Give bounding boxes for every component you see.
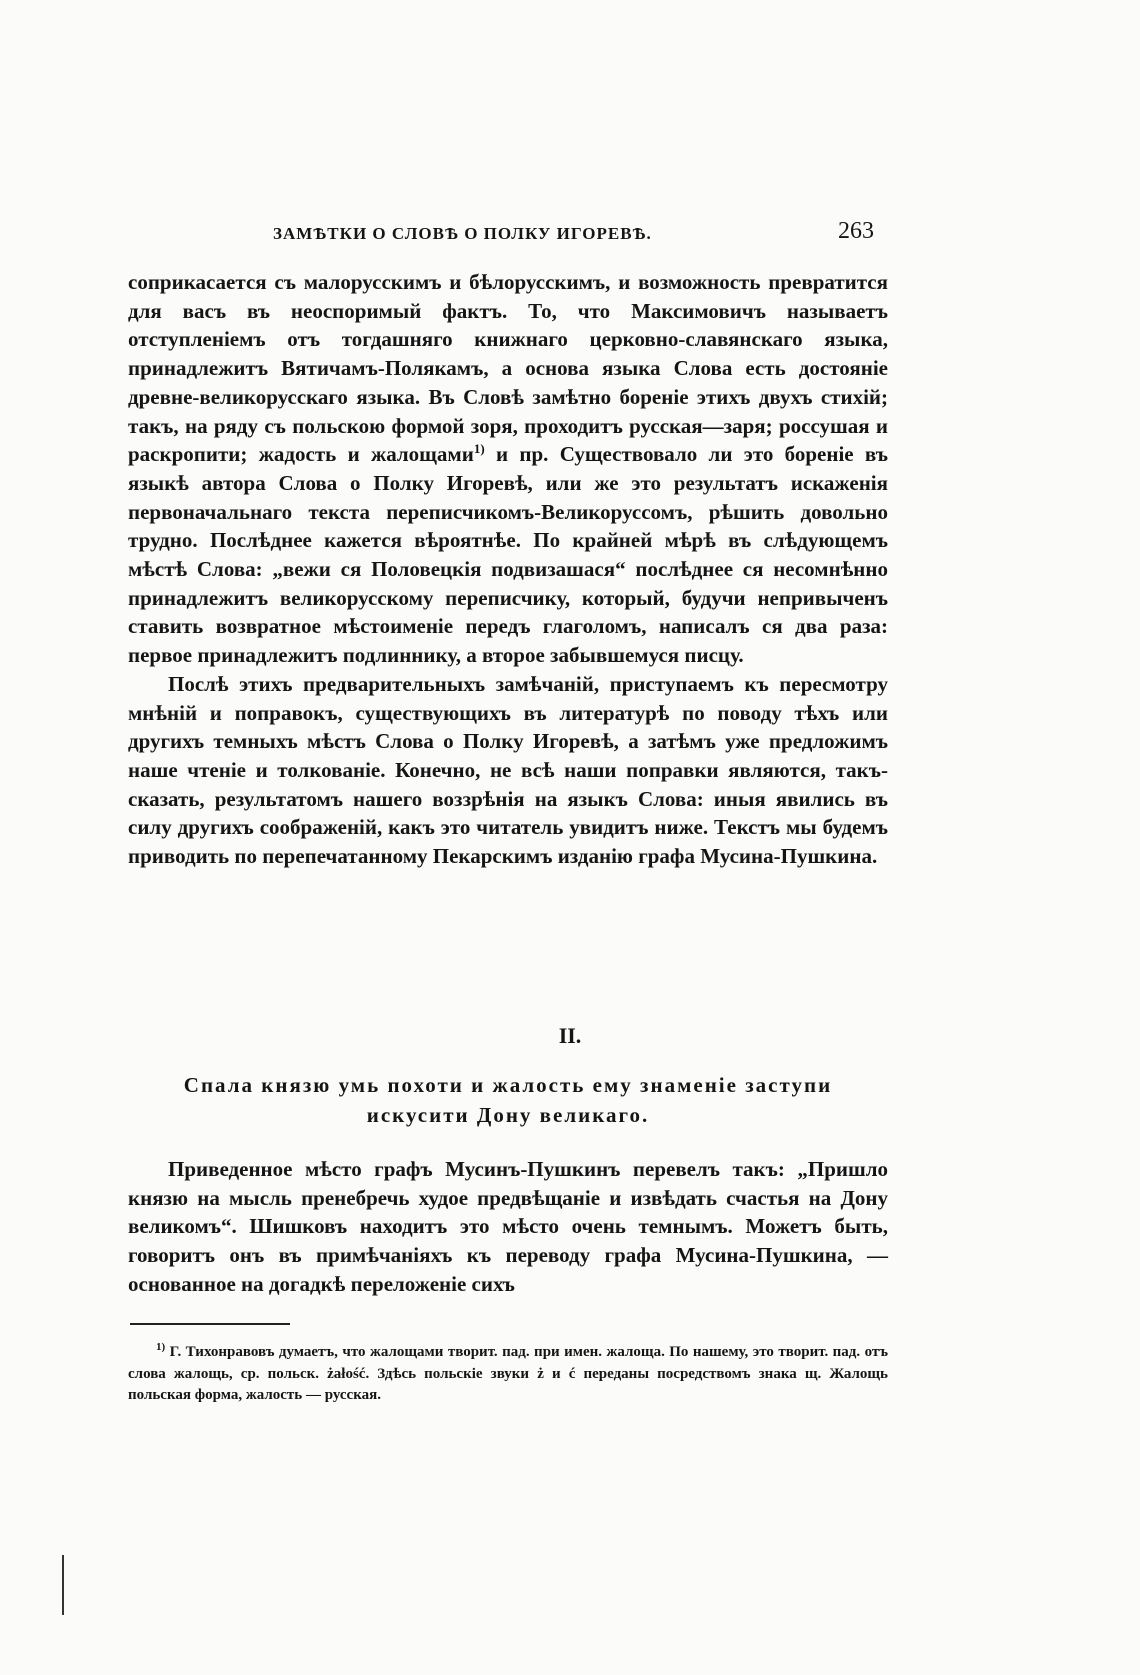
section-number: II. — [558, 1023, 582, 1048]
footnote — [128, 1342, 888, 1407]
paragraph: Приведенное мѣсто графъ Мусинъ-Пушкинъ перевелъ такъ: „Пришло князю на мысль пренебречь худое предвѣщаніе и извѣдать счастья на Дону великомъ“. Шишковъ находитъ это мѣсто очень темнымъ. Можетъ быть, говоритъ онъ въ примѣчаніяхъ къ переводу графа Мусина-Пушкина, — основанное на догадкѣ переложеніе сихъ — [128, 1157, 888, 1296]
running-header — [128, 218, 888, 254]
section-heading-line: искусити Дону великаго. — [366, 1103, 650, 1127]
paragraph-text: и пр. Существовало ли это бореніе въ языкѣ автора Слова о Полку Игоревѣ, или же это результатъ искаженія первоначальнаго текста переписчикомъ-Великоруссомъ, рѣшить довольно трудно. Послѣднее кажется вѣроятнѣе. По крайней мѣрѣ въ слѣдующемъ мѣстѣ Слова: „вежи ся Половецкія подвизашася“ послѣднее ся несомнѣнно принадлежитъ великорусскому переписчику, который, будучи непривыченъ ставить возвратное мѣстоименіе передъ глаголомъ, написалъ ся два раза: первое принадлежитъ подлиннику, а второе забывшемуся писцу. — [128, 442, 888, 668]
footnote-paragraph — [128, 1342, 888, 1407]
footnote-divider — [130, 1323, 290, 1325]
paragraph: Послѣ этихъ предварительныхъ замѣчаній, приступаемъ къ пересмотру мнѣній и поправокъ, существующихъ въ литературѣ по поводу тѣхъ или другихъ темныхъ мѣстъ Слова о Полку Игоревѣ, а затѣмъ уже предложимъ наше чтеніе и толкованіе. Конечно, не всѣ наши поправки являются, такъ-сказать, результатомъ нашего воззрѣнія на языкъ Слова: иныя явились въ силу другихъ соображеній, какъ это читатель увидитъ ниже. Текстъ мы будемъ приводить по перепечатанному Пекарскимъ изданію графа Мусина-Пушкина. — [128, 671, 888, 869]
footnote-text: Г. Тихонравовъ думаетъ, что жалощами творит. пад. при имен. жалоща. По нашему, это творит. пад. отъ слова жалощь, ср. польск. żałość. Здѣсь польскіе звуки ż и ć переданы посредствомъ знака щ. Жалощь польская форма, жалость — русская. — [128, 1344, 888, 1403]
page-number: 263 — [838, 218, 874, 244]
main-text-continued — [128, 1155, 888, 1299]
paragraph — [128, 268, 888, 670]
main-text — [128, 268, 888, 871]
footnote-mark: 1) — [156, 1341, 166, 1353]
running-title: ЗАМѢТКИ О СЛОВѢ О ПОЛКУ ИГОРЕВѢ. — [273, 224, 652, 243]
footnote-reference: 1) — [473, 441, 485, 457]
paragraph-text: соприкасается съ малорусскимъ и бѣлорусскимъ, и возможность превратится для васъ въ неоспоримый фактъ. То, что Максимовичъ называетъ отступленіемъ отъ тогдашняго книжнаго церковно-славянскаго языка, принадлежитъ Вятичамъ-Полякамъ, а основа языка Слова есть достояніе древне-великорусскаго языка. Въ Словѣ замѣтно бореніе этихъ двухъ стихій; такъ, на ряду съ польскою формой зоря, проходитъ русская—заря; россушая и раскропити; жадость и жалощами — [128, 270, 888, 467]
scan-margin-mark — [62, 1555, 64, 1615]
section-heading — [128, 1070, 888, 1130]
section-heading-line: Спала князю умь похоти и жалость ему знаменіе заступи — [183, 1073, 833, 1097]
